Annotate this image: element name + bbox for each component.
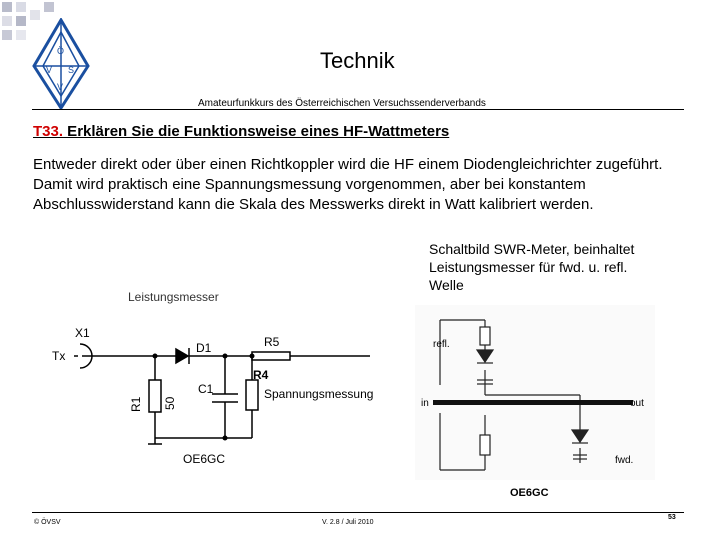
footer-copyright: © ÖVSV [34, 519, 61, 526]
swr-label-fwd: fwd. [615, 455, 634, 466]
label-voltage: Spannungsmessung [264, 387, 374, 401]
caption-line: Welle [429, 277, 464, 293]
junction-dot [153, 354, 158, 359]
footer-divider [32, 512, 684, 513]
explanation-text [33, 155, 713, 215]
logo-letter-v2: V [57, 82, 64, 92]
caption-line: Leistungsmesser für fwd. u. refl. [429, 259, 628, 275]
label-r5: R5 [264, 335, 280, 349]
label-r1: R1 [129, 396, 143, 412]
figure-caption [429, 240, 699, 294]
explanation-line: Abschlusswiderstand kann die Skala des Messwerks direkt in Watt kalibriert werden. [33, 196, 594, 213]
junction-dot [223, 354, 228, 359]
explanation-line: Damit wird praktisch eine Spannungsmessung vorgenommen, aber bei konstantem [33, 176, 586, 193]
header-divider [32, 109, 684, 110]
question-number: T33. [33, 123, 64, 140]
label-d1: D1 [196, 341, 212, 355]
question-heading [33, 123, 449, 140]
label-x1: X1 [75, 326, 90, 340]
label-r1-value: 50 [163, 396, 177, 410]
caption-line: Schaltbild SWR-Meter, beinhaltet [429, 241, 635, 257]
swr-label-in: in [421, 398, 429, 409]
page-number: 53 [668, 514, 676, 521]
swr-credit: OE6GC [510, 487, 549, 499]
junction-dot [250, 354, 255, 359]
swr-label-refl: refl. [433, 339, 450, 350]
logo-letter-s: S [68, 65, 75, 75]
page-title: Technik [320, 48, 395, 73]
page-subtitle: Amateurfunkkurs des Österreichischen Versuchssenderverbands [198, 98, 486, 109]
label-c1: C1 [198, 382, 214, 396]
oevsv-logo [30, 18, 92, 110]
schematic-credit: OE6GC [183, 452, 226, 466]
junction-dot [223, 436, 228, 441]
footer-version: V. 2.8 / Juli 2010 [322, 519, 374, 526]
swr-meter-schematic [415, 305, 655, 480]
logo-letter-o: Ö [57, 46, 65, 56]
label-tx: Tx [52, 349, 66, 363]
question-text: Erklären Sie die Funktionsweise eines HF-Wattmeters [63, 123, 450, 140]
swr-label-out: out [630, 398, 644, 409]
explanation-line: Entweder direkt oder über einen Richtkoppler wird die HF einem Diodengleichrichter zugeführt. [33, 156, 663, 173]
schematic-title: Leistungsmesser [128, 290, 219, 304]
logo-letter-v1: V [46, 65, 53, 75]
label-r4: R4 [253, 368, 269, 382]
power-meter-schematic [40, 280, 400, 480]
